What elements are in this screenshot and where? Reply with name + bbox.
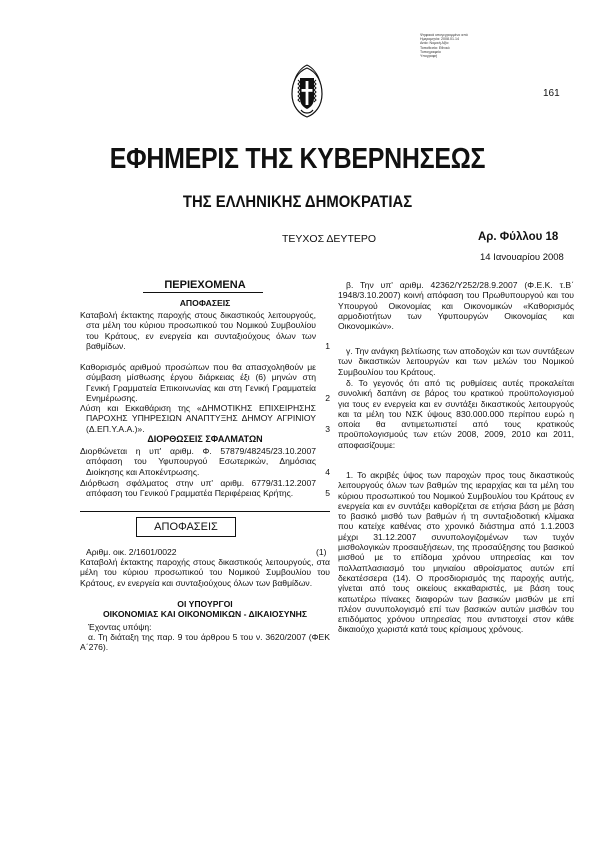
stamp-line: Αιτία: Νομική Αξία [420, 41, 449, 46]
decision-description: Καταβολή έκτακτης παροχής στους δικαστικούς λειτουργούς, στα μέλη του κύριου προσωπικού του Νομικού Συμβουλίου του Κράτους, εν ενεργεία και συνταξιούχους όλων των βαθμίδων. [80, 557, 330, 588]
contents-errata-heading: ΔΙΟΡΘΩΣΕΙΣ ΣΦΑΛΜΑΤΩΝ [147, 434, 263, 444]
recital-c: γ. Την ανάγκη βελτίωσης των αποδοχών και των συντάξεων των δικαστικών λειτουργών και των μελών του Νομικού Συμβουλίου του Κράτους. [338, 346, 574, 377]
issue-series: ΤΕΥΧΟΣ ΔΕΥΤΕΡΟ [282, 233, 377, 245]
contents-title: ΠΕΡΙΕΧΟΜΕΝΑ [164, 279, 246, 291]
page-number: 161 [543, 88, 560, 99]
toc-entry-text: Διόρθωση σφάλματος στην υπ' αριθμ. 6779/31.12.2007 απόφαση του Γενικού Γραμματέα Περιφέρειας Κρήτης. [80, 478, 316, 499]
stamp-line: Υπογραφή [420, 54, 438, 59]
toc-entry-text: Διορθώνεται η υπ' αριθμ. Φ. 57879/48245/23.10.2007 απόφαση του Υφυπουργού Εσωτερικών, Δημόσιας Διοίκησης και Αποκέντρωσης. [80, 446, 316, 477]
gazette-subtitle: ΤΗΣ ΕΛΛΗΝΙΚΗΣ ΔΗΜΟΚΡΑΤΙΑΣ [182, 193, 413, 211]
gazette-title: ΕΦΗΜΕΡΙΣ ΤΗΣ ΚΥΒΕΡΝΗΣΕΩΣ [109, 143, 486, 175]
toc-entry[interactable] [80, 403, 330, 434]
toc-entry-text: Λύση και Εκκαθάριση της «ΔΗΜΟΤΙΚΗΣ ΕΠΙΧΕΙΡΗΣΗΣ ΠΑΡΟΧΗΣ ΥΠΗΡΕΣΙΩΝ ΑΝΑΠΤΥΞΗΣ ΔΗΜΟΥ ΑΓΡΙΝΙΟΥ (Δ.ΕΠ.Υ.Α.Α.)». [80, 403, 316, 434]
toc-entry-page: 1 [325, 340, 330, 351]
toc-entry-text: Καταβολή έκτακτης παροχής στους δικαστικούς λειτουργούς, στα μέλη του κύριου προσωπικού του Νομικού Συμβουλίου του Κράτους, εν ενεργεία και συνταξιούχους όλων των βαθμίδων. [80, 310, 316, 351]
recital-d: δ. Το γεγονός ότι από τις ρυθμίσεις αυτές προκαλείται συνολική δαπάνη σε βάρος του κρατικού προϋπολογισμού για τους εν ενεργεία και εν συντάξει δικαστικούς λειτουργούς και τα μέλη του ΝΣΚ ύψους 830.000.000 περίπου ευρώ η οποία θα αντιμετωπιστεί από τους κρατικούς προϋπολογισμούς των ετών 2008, 2009, 2010 και 2011, αποφασίζουμε: [338, 378, 574, 450]
decision-number: Αριθμ. οικ. 2/1601/0022 [86, 547, 177, 557]
stamp-line: Τυπογραφείο [420, 49, 441, 54]
having-regard-label: Έχοντας υπόψη: [88, 622, 152, 632]
decision-index: (1) [316, 547, 327, 557]
toc-entry[interactable] [80, 478, 330, 499]
stamp-line: Ψηφιακά υπογεγραμμένο από [420, 33, 468, 37]
toc-entry[interactable] [80, 310, 330, 351]
section-divider [80, 511, 330, 512]
toc-entry-text: Καθορισμός αριθμού προσώπων που θα απασχοληθούν με σύμβαση μίσθωσης έργου διάρκειας έξι (6) μηνών στη Γενική Γραμματεία Επικοινωνίας και στη Γενική Γραμματεία Ενημέρωσης. [80, 362, 316, 403]
recital-a: α. Τη διάταξη της παρ. 9 του άρθρου 5 του ν. 3620/2007 (ΦΕΚ Α΄276). [80, 632, 330, 653]
sheet-number: Αρ. Φύλλου 18 [478, 231, 559, 243]
toc-entry[interactable] [80, 446, 330, 477]
toc-entry-page: 4 [325, 466, 330, 477]
recital-b: β. Την υπ' αριθμ. 42362/Υ252/28.9.2007 (Φ.Ε.Κ. τ.Β΄ 1948/3.10.2007) κοινή απόφαση του Πρωθυπουργού και του Υπουργού Οικονομίας και Οικονομικών «Καθορισμός αρμοδιοτήτων των Υφυπουργών Οικονομίας και Οικονομικών». [338, 280, 574, 332]
toc-entry[interactable] [80, 362, 330, 403]
issue-date: 14 Ιανουαρίου 2008 [480, 252, 564, 263]
greek-emblem-icon [287, 64, 327, 120]
stamp-line: Ημερομηνία: 2008.01.14 [420, 37, 460, 42]
digital-signature-stamp [420, 33, 480, 58]
stamp-line: Τοποθεσία: Εθνικό [420, 45, 450, 50]
issuing-authority-line1: ΟΙ ΥΠΟΥΡΓΟΙ [177, 599, 233, 609]
decisions-section-box: ΑΠΟΦΑΣΕΙΣ [136, 517, 236, 537]
contents-title-rule [143, 292, 263, 293]
toc-entry-page: 5 [325, 488, 330, 499]
issuing-authority-line2: ΟΙΚΟΝΟΜΙΑΣ ΚΑΙ ΟΙΚΟΝΟΜΙΚΩΝ - ΔΙΚΑΙΟΣΥΝΗΣ [102, 609, 308, 619]
toc-entry-page: 2 [325, 392, 330, 403]
toc-entry-page: 3 [325, 423, 330, 434]
contents-decisions-heading: ΑΠΟΦΑΣΕΙΣ [179, 298, 231, 308]
article-1: 1. Το ακριβές ύψος των παροχών προς τους δικαστικούς λειτουργούς όλων των βαθμών της ιεραρχίας και τα μέλη του κύριου προσωπικού του Νομικού Συμβουλίου του Κράτους εν ενεργεία και εν συντάξει καθορίζεται σε ετήσια βάση με βάση το βασικό μισθό των βαθμών ή τη συνταξιοδοτική κλίμακα που κατείχε καθένας στο χρονικό διάστημα από 1.1.2003 μέχρι 31.12.2007 συνυπολογιζομένων των τυχόν μισθολογικών προσαυξήσεων, της προσαύξησης του βασικού μισθού με το επίδομα χρόνου υπηρεσίας και τον πολλαπλασιασμό του μηνιαίου αθροίσματος αυτών επί δεκατέσσερα (14). Ο προσδιορισμός της παροχής αυτής, γίνεται από τους οικείους εκκαθαριστές, με βάση τους κατωτέρω πίνακες διαφορών των βασικών μισθών με επί πλέον συνυπολογισμό επί των βασικών αυτών μισθών του επιδόματος χρόνου υπηρεσίας που αντιστοιχεί στον κάθε δικαιούχο χωριστά κατά τους κρίσιμους χρόνους. [338, 470, 574, 635]
